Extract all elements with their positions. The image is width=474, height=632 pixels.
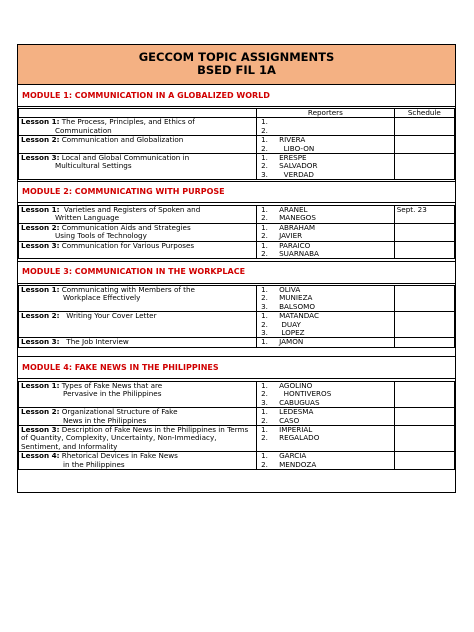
reporters-cell: 1. LEDESMA 2. CASO [257, 408, 395, 426]
reporters-cell: 1. JAMON [257, 338, 395, 347]
table-row [19, 452, 455, 470]
module-2-title: MODULE 2: COMMUNICATING WITH PURPOSE [22, 187, 225, 196]
lesson-cell: Lesson 2: Writing Your Cover Letter [19, 312, 257, 338]
table-row [19, 136, 455, 154]
table-row [19, 206, 455, 224]
schedule-cell [394, 452, 454, 470]
table-row [19, 286, 455, 312]
module-1-table [18, 108, 455, 180]
reporters-cell: 1. 2. [257, 118, 395, 136]
schedule-cell [394, 118, 454, 136]
divider [18, 106, 455, 107]
divider [18, 378, 455, 379]
schedule-cell [394, 382, 454, 408]
reporters-cell: 1. ERESPE 2. SALVADOR 3. VERDAD [257, 154, 395, 180]
lesson-cell: Lesson 3: The Job Interview [19, 338, 257, 347]
schedule-cell [394, 241, 454, 259]
table-row [19, 408, 455, 426]
table-row [19, 382, 455, 408]
schedule-cell [394, 408, 454, 426]
schedule-cell: Sept. 23 [394, 206, 454, 224]
table-row [19, 241, 455, 259]
reporters-cell: 1. MATANDAC 2. DUAY 3. LOPEZ [257, 312, 395, 338]
reporters-header: Reporters [257, 109, 395, 118]
reporters-cell: 1. IMPERIAL 2. REGALADO [257, 426, 395, 452]
reporters-cell: 1. ARANEL 2. MANEGOS [257, 206, 395, 224]
reporters-cell: 1. OLIVA 2. MUNIEZA 3. BALSOMO [257, 286, 395, 312]
divider [18, 261, 455, 262]
schedule-cell [394, 338, 454, 347]
lesson-cell: Lesson 2: Communication and Globalization [19, 136, 257, 154]
table-row [19, 154, 455, 180]
reporters-cell: 1. GARCIA 2. MENDOZA [257, 452, 395, 470]
module-2-table [18, 205, 455, 259]
lesson-cell: Lesson 2: Organizational Structure of Fake News in the Philippines [19, 408, 257, 426]
module-1-title: MODULE 1: COMMUNICATION IN A GLOBALIZED WORLD [22, 91, 270, 100]
schedule-cell [394, 312, 454, 338]
lesson-cell: Lesson 4: Rhetorical Devices in Fake News in the Philippines [19, 452, 257, 470]
module-3-table [18, 285, 455, 348]
document-page [17, 44, 456, 493]
lesson-cell: Lesson 3: Description of Fake News in the Philippines in Terms of Quantity, Complexity, Uncertainty, Non-Immediacy, Sentiment, and Informality [19, 426, 257, 452]
divider [18, 202, 455, 203]
reporters-cell: 1. AGOLINO 2. HONTIVEROS 3. CABUGUAS [257, 382, 395, 408]
schedule-cell [394, 223, 454, 241]
table-row [19, 426, 455, 452]
reporters-cell: 1. ABRAHAM 2. JAVIER [257, 223, 395, 241]
schedule-cell [394, 136, 454, 154]
schedule-cell [394, 154, 454, 180]
table-row [19, 312, 455, 338]
table-row [19, 118, 455, 136]
schedule-cell [394, 286, 454, 312]
table-row [19, 223, 455, 241]
title-line-1: GECCOM TOPIC ASSIGNMENTS [138, 50, 335, 64]
reporters-cell: 1. RIVERA 2. LIBO-ON [257, 136, 395, 154]
lesson-cell: Lesson 3: Local and Global Communication in Multicultural Settings [19, 154, 257, 180]
document-title [18, 45, 455, 85]
divider [18, 181, 455, 182]
schedule-header: Schedule [394, 109, 454, 118]
lesson-cell: Lesson 1: Communicating with Members of the Workplace Effectively [19, 286, 257, 312]
divider [18, 283, 455, 284]
schedule-cell [394, 426, 454, 452]
module-4-table [18, 381, 455, 470]
lesson-cell: Lesson 2: Communication Aids and Strategies Using Tools of Technology [19, 223, 257, 241]
lesson-cell: Lesson 1: Varieties and Registers of Spoken and Written Language [19, 206, 257, 224]
lesson-cell: Lesson 3: Communication for Various Purposes [19, 241, 257, 259]
reporters-cell: 1. PARAICO 2. SUARNABA [257, 241, 395, 259]
divider [18, 356, 455, 357]
title-line-2: BSED FIL 1A [197, 63, 276, 77]
lesson-cell: Lesson 1: Types of Fake News that are Pervasive in the Philippines [19, 382, 257, 408]
module-3-title: MODULE 3: COMMUNICATION IN THE WORKPLACE [22, 267, 246, 276]
table-row [19, 338, 455, 347]
module-4-title: MODULE 4: FAKE NEWS IN THE PHILIPPINES [22, 363, 219, 372]
lesson-cell: Lesson 1: The Process, Principles, and Ethics of Communication [19, 118, 257, 136]
